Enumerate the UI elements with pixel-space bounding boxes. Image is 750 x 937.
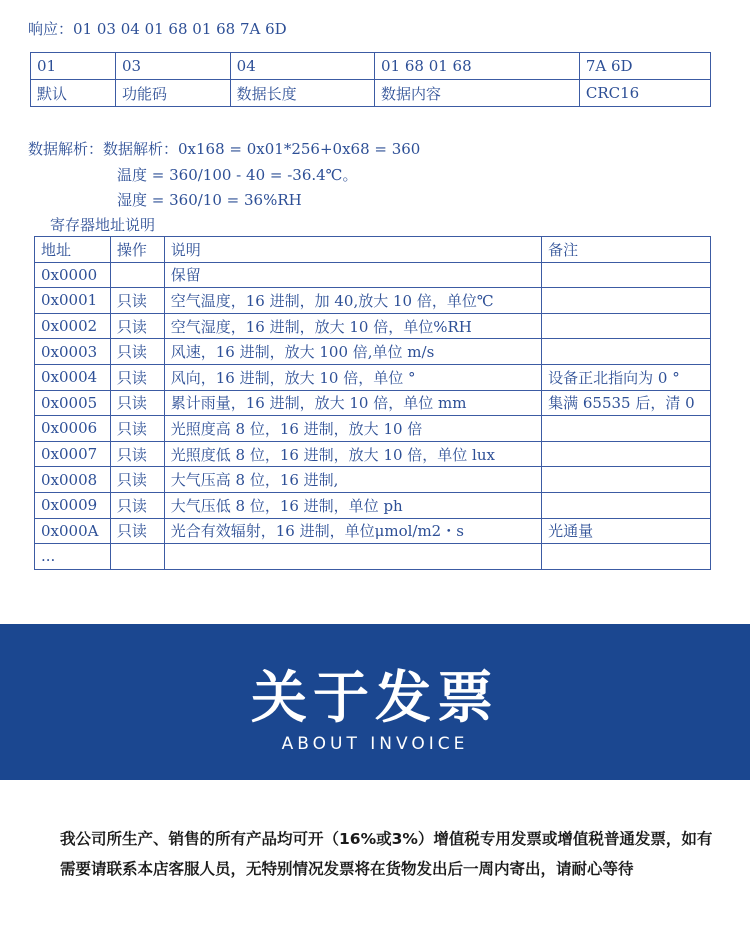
response-table-cell: 默认 [31, 80, 116, 107]
register-header-row [35, 237, 711, 263]
response-table-body [31, 53, 711, 107]
table-row [35, 467, 711, 493]
response-table-cell: 数据长度 [230, 80, 374, 107]
invoice-description: 我公司所生产、销售的所有产品均可开（16%或3%）增值税专用发票或增值税普通发票，如有需要请联系本店客服人员，无特别情况发票将在货物发出后一周内寄出，请耐心等待 [60, 830, 713, 878]
analysis-line: 数据解析：数据解析：0x168 = 0x01*256+0x68 = 360 [28, 140, 421, 158]
cell-address: 0x0005 [35, 390, 111, 416]
cell-address: 0x0003 [35, 339, 111, 365]
register-table-title: 寄存器地址说明 [50, 216, 156, 234]
cell-remark: 集满 65535 后，清 0 [542, 390, 711, 416]
temperature-line: 温度 = 360/100 - 40 = -36.4℃。 [117, 166, 358, 184]
cell-operation: 只读 [110, 313, 164, 339]
response-table-row [31, 80, 711, 107]
response-table [30, 52, 711, 107]
register-table-body [35, 262, 711, 569]
cell-remark [542, 492, 711, 518]
table-row [35, 518, 711, 544]
cell-description: 光合有效辐射，16 进制，单位μmol/m2・s [164, 518, 541, 544]
cell-remark [542, 339, 711, 365]
cell-description: 空气湿度，16 进制，放大 10 倍，单位%RH [164, 313, 541, 339]
banner-title: 关于发票 [251, 666, 499, 731]
cell-address: 0x0008 [35, 467, 111, 493]
table-row [35, 288, 711, 314]
header-operation: 操作 [110, 237, 164, 263]
cell-operation: 只读 [110, 518, 164, 544]
table-row [35, 492, 711, 518]
cell-address: 0x0000 [35, 262, 111, 288]
cell-address: 0x0009 [35, 492, 111, 518]
humidity-line: 湿度 = 360/10 = 36%RH [117, 191, 302, 209]
response-table-cell: 01 68 01 68 [374, 53, 579, 80]
table-row [35, 390, 711, 416]
cell-description: 空气温度，16 进制，加 40,放大 10 倍，单位℃ [164, 288, 541, 314]
cell-operation: 只读 [110, 492, 164, 518]
response-table-cell: 01 [31, 53, 116, 80]
response-line: 响应：01 03 04 01 68 01 68 7A 6D [28, 20, 287, 38]
cell-operation [110, 544, 164, 570]
cell-operation: 只读 [110, 364, 164, 390]
table-row [35, 339, 711, 365]
cell-remark [542, 467, 711, 493]
response-table-cell: 功能码 [116, 80, 231, 107]
cell-description: 累计雨量，16 进制，放大 10 倍，单位 mm [164, 390, 541, 416]
cell-remark [542, 313, 711, 339]
table-row [35, 364, 711, 390]
table-row [35, 313, 711, 339]
table-row [35, 416, 711, 442]
register-table [34, 236, 711, 570]
cell-operation: 只读 [110, 467, 164, 493]
response-table-row [31, 53, 711, 80]
cell-description: 保留 [164, 262, 541, 288]
header-description: 说明 [164, 237, 541, 263]
cell-address: 0x000A [35, 518, 111, 544]
cell-description: 光照度低 8 位，16 进制，放大 10 倍，单位 lux [164, 441, 541, 467]
cell-address: 0x0006 [35, 416, 111, 442]
table-row [35, 441, 711, 467]
cell-remark: 设备正北指向为 0 ° [542, 364, 711, 390]
cell-operation [110, 262, 164, 288]
cell-remark [542, 441, 711, 467]
table-row [35, 262, 711, 288]
cell-operation: 只读 [110, 288, 164, 314]
cell-remark [542, 288, 711, 314]
header-remark: 备注 [542, 237, 711, 263]
cell-address: 0x0004 [35, 364, 111, 390]
invoice-banner [0, 624, 750, 780]
banner-subtitle: ABOUT INVOICE [281, 734, 469, 754]
cell-operation: 只读 [110, 416, 164, 442]
response-table-cell: CRC16 [579, 80, 710, 107]
cell-remark [542, 544, 711, 570]
cell-remark: 光通量 [542, 518, 711, 544]
cell-remark [542, 416, 711, 442]
cell-description: 光照度高 8 位，16 进制，放大 10 倍 [164, 416, 541, 442]
cell-description: 风速，16 进制，放大 100 倍,单位 m/s [164, 339, 541, 365]
cell-address: ... [35, 544, 111, 570]
cell-description: 大气压高 8 位，16 进制, [164, 467, 541, 493]
cell-description [164, 544, 541, 570]
cell-operation: 只读 [110, 390, 164, 416]
response-table-cell: 03 [116, 53, 231, 80]
cell-remark [542, 262, 711, 288]
header-address: 地址 [35, 237, 111, 263]
table-row [35, 544, 711, 570]
cell-description: 风向，16 进制，放大 10 倍，单位 ° [164, 364, 541, 390]
cell-address: 0x0002 [35, 313, 111, 339]
response-table-cell: 数据内容 [374, 80, 579, 107]
cell-operation: 只读 [110, 339, 164, 365]
cell-operation: 只读 [110, 441, 164, 467]
cell-address: 0x0007 [35, 441, 111, 467]
cell-description: 大气压低 8 位，16 进制，单位 ph [164, 492, 541, 518]
response-table-cell: 7A 6D [579, 53, 710, 80]
response-table-cell: 04 [230, 53, 374, 80]
cell-address: 0x0001 [35, 288, 111, 314]
